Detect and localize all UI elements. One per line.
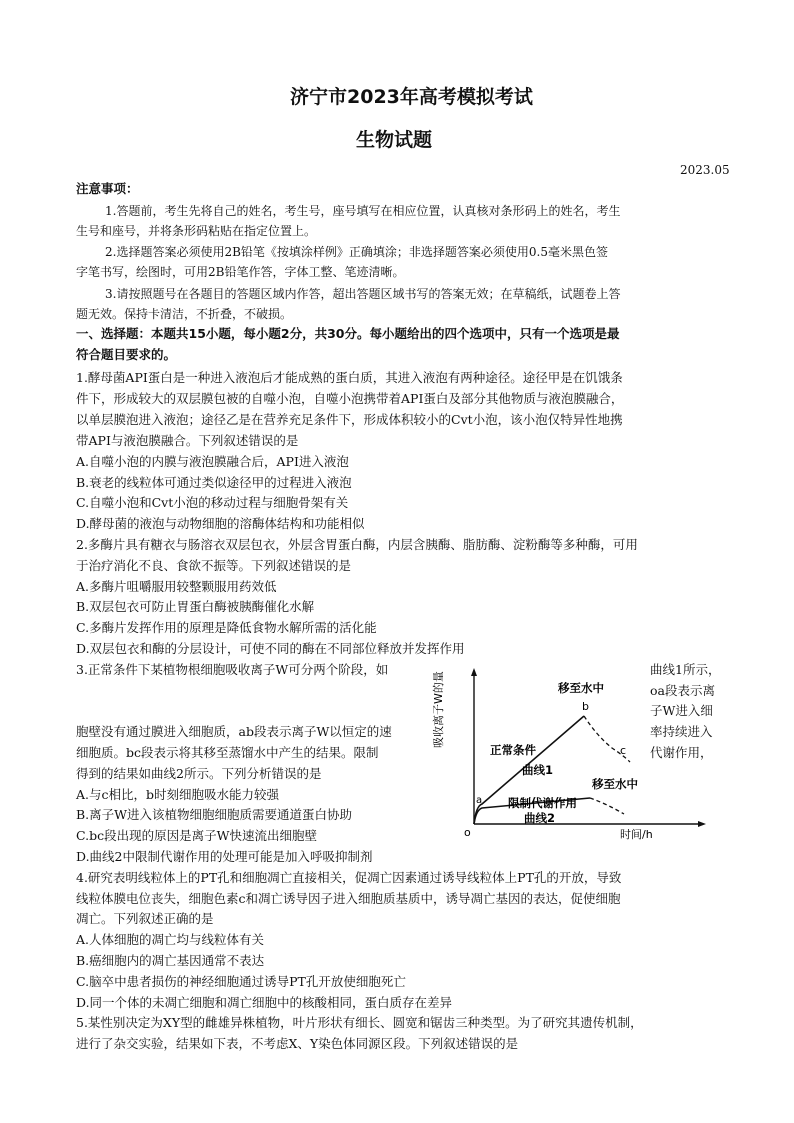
exam-title: 济宁市2023年高考模拟考试 xyxy=(290,86,533,108)
point-c-label: c xyxy=(620,744,627,757)
notice-line: 2.选择题答案必须使用2B铅笔《按填涂样例》正确填涂；非选择题答案必须使用0.5毫米黑色签 xyxy=(105,245,608,259)
q2-option-a: A.多酶片咀嚼服用较整颗服用药效低 xyxy=(76,579,277,594)
move-to-water-label: 移至水中 xyxy=(558,681,604,695)
q4-stem: 线粒体膜电位丧失，细胞色素c和凋亡诱导因子进入细胞质基质中，诱导凋亡基因的表达，促使细胞 xyxy=(76,891,621,906)
x-axis-label: 时间/h xyxy=(620,828,653,841)
q4-option-b: B.癌细胞内的凋亡基因通常不表达 xyxy=(76,953,265,968)
move-to-water-label-2: 移至水中 xyxy=(592,777,638,791)
point-b-label: b xyxy=(582,700,589,713)
q3-stem: 率持续进入 xyxy=(650,724,713,739)
normal-condition-label: 正常条件 xyxy=(490,743,536,757)
curve-1-label: 曲线1 xyxy=(522,763,554,777)
q3-option-d: D.曲线2中限制代谢作用的处理可能是加入呼吸抑制剂 xyxy=(76,849,373,864)
q1-stem: 带API与液泡膜融合。下列叙述错误的是 xyxy=(76,433,299,448)
notice-line: 题无效。保持卡清洁，不折叠，不破损。 xyxy=(76,307,293,321)
curve-2-label: 曲线2 xyxy=(524,811,556,825)
q3-stem: 曲线1所示， xyxy=(650,662,721,677)
q1-option-a: A.自噬小泡的内膜与液泡膜融合后，API进入液泡 xyxy=(76,454,349,469)
notice-line: 字笔书写，绘图时，可用2B铅笔作答，字体工整、笔迹清晰。 xyxy=(76,265,405,279)
q1-stem: 以单层膜泡进入液泡；途径乙是在营养充足条件下，形成体积较小的Cvt小泡，该小泡仅特异性地携 xyxy=(76,412,623,427)
q4-option-a: A.人体细胞的凋亡均与线粒体有关 xyxy=(76,932,265,947)
q3-stem: 子W进入细 xyxy=(650,703,713,718)
q3-stem: 细胞质。bc段表示将其移至蒸馏水中产生的结果。限制 xyxy=(76,745,379,760)
q1-option-c: C.自噬小泡和Cvt小泡的移动过程与细胞骨架有关 xyxy=(76,495,349,510)
limit-metabolism-label: 限制代谢作用 xyxy=(508,796,577,810)
x-axis-arrow xyxy=(698,821,706,827)
notice-heading: 注意事项： xyxy=(76,181,139,196)
q3-figure xyxy=(432,662,721,844)
q4-option-d: D.同一个体的未凋亡细胞和凋亡细胞中的核酸相同，蛋白质存在差异 xyxy=(76,995,453,1010)
q2-option-c: C.多酶片发挥作用的原理是降低食物水解所需的活化能 xyxy=(76,620,377,635)
q3-stem: 3.正常条件下某植物根细胞吸收离子W可分两个阶段，如 xyxy=(76,662,389,677)
notice-line: 3.请按照题号在各题目的答题区域内作答，超出答题区域书写的答案无效；在草稿纸，试题卷上答 xyxy=(105,287,621,301)
q4-stem: 4.研究表明线粒体上的PT孔和细胞凋亡直接相关，促凋亡因素通过诱导线粒体上PT孔的开放，导致 xyxy=(76,870,622,885)
subject-title: 生物试题 xyxy=(356,129,433,151)
notice-line: 生号和座号，并将条形码粘贴在指定位置上。 xyxy=(76,224,317,238)
q3-option-a: A.与c相比，b时刻细胞吸水能力较强 xyxy=(76,787,280,802)
q4-stem: 凋亡。下列叙述正确的是 xyxy=(76,911,214,926)
q1-option-b: B.衰老的线粒体可通过类似途径甲的过程进入液泡 xyxy=(76,475,352,490)
point-a-label: a xyxy=(476,795,483,806)
q1-option-d: D.酵母菌的液泡与动物细胞的溶酶体结构和功能相似 xyxy=(76,516,365,531)
q2-stem: 于治疗消化不良、食欲不振等。下列叙述错误的是 xyxy=(76,558,352,573)
section-heading: 一、选择题：本题共15小题，每小题2分，共30分。每小题给出的四个选项中，只有一个选项是最 xyxy=(76,326,620,341)
y-axis-arrow xyxy=(471,668,477,676)
q5-stem: 5.某性别决定为XY型的雌雄异株植物，叶片形状有细长、圆宽和锯齿三种类型。为了研究其遗传机制， xyxy=(76,1015,643,1030)
notice-line: 1.答题前，考生先将自己的姓名，考生号，座号填写在相应位置，认真核对条形码上的姓名，考生 xyxy=(105,204,621,218)
q5-stem: 进行了杂交实验，结果如下表，不考虑X、Y染色体同源区段。下列叙述错误的是 xyxy=(76,1036,519,1051)
q3-stem: oa段表示离 xyxy=(650,683,715,698)
section-heading: 符合题目要求的。 xyxy=(76,347,177,362)
q3-option-c: C.bc段出现的原因是离子W快速流出细胞壁 xyxy=(76,828,317,843)
exam-date: 2023.05 xyxy=(680,163,730,177)
curve-2-dashed xyxy=(590,798,624,814)
q3-stem: 得到的结果如曲线2所示。下列分析错误的是 xyxy=(76,766,322,781)
q3-stem: 代谢作用， xyxy=(650,745,713,760)
q1-stem: 件下，形成较大的双层膜包被的自噬小泡，自噬小泡携带着API蛋白及部分其他物质与液泡膜融合， xyxy=(76,391,624,406)
q3-stem: 胞壁没有通过膜进入细胞质，ab段表示离子W以恒定的速 xyxy=(76,724,392,739)
origin-label: o xyxy=(464,826,471,839)
q2-stem: 2.多酶片具有糖衣与肠溶衣双层包衣，外层含胃蛋白酶，内层含胰酶、脂肪酶、淀粉酶等多种酶，可用 xyxy=(76,537,638,552)
q1-stem: 1.酵母菌API蛋白是一种进入液泡后才能成熟的蛋白质，其进入液泡有两种途径。途径甲是在饥饿条 xyxy=(76,370,623,385)
q2-option-d: D.双层包衣和酶的分层设计，可使不同的酶在不同部位释放并发挥作用 xyxy=(76,641,465,656)
q2-option-b: B.双层包衣可防止胃蛋白酶被胰酶催化水解 xyxy=(76,599,315,614)
q3-option-b: B.离子W进入该植物细胞细胞质需要通道蛋白协助 xyxy=(76,807,353,822)
y-axis-label: 吸收离子W的量 xyxy=(432,671,445,748)
q4-option-c: C.脑卒中患者损伤的神经细胞通过诱导PT孔开放使细胞死亡 xyxy=(76,974,406,989)
